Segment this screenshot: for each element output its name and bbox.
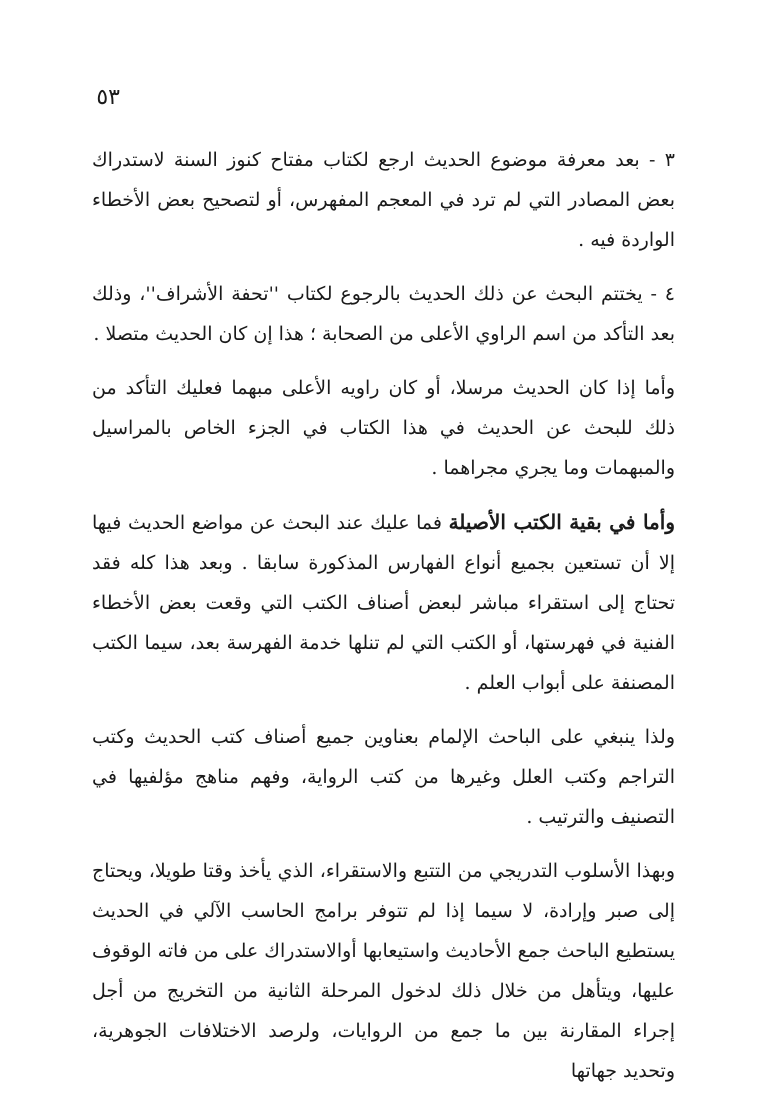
paragraph-text: ولذا ينبغي على الباحث الإلمام بعناوين جميع أصناف كتب الحديث وكتب التراجم وكتب العلل وغيرها من كتب الرواية، وفهم مناهج مؤلفيها في التصنيف والترتيب .	[92, 726, 675, 828]
paragraph-text: فما عليك عند البحث عن مواضع الحديث فيها إلا أن تستعين بجميع أنواع الفهارس المذكورة سابقا . وبعد هذا كله فقد تحتاج إلى استقراء مباشر لبعض أصناف الكتب التي وقعت بعض الأخطاء الفنية في فهرستها، أو الكتب التي لم تنلها خدمة الفهرسة بعد، سيما الكتب المصنفة على أبواب العلم .	[92, 512, 675, 694]
paragraph-text: وبهذا الأسلوب التدريجي من التتبع والاستقراء، الذي يأخذ وقتا طويلا، ويحتاج إلى صبر وإرادة، لا سيما إذا لم تتوفر برامج الحاسب الآلي في الحديث يستطيع الباحث جمع الأحاديث واستيعابها أوالاستدراك على من فاته الوقوف عليها، ويتأهل من خلال ذلك لدخول المرحلة الثانية من التخريج من أجل إجراء المقارنة بين ما جمع من الروايات، ولرصد الاختلافات الجوهرية، وتحديد جهاتها	[92, 860, 675, 1082]
paragraph-other-books	[92, 502, 675, 703]
paragraph-item-3	[92, 140, 675, 260]
page-number: ٥٣	[96, 85, 120, 110]
paragraph-mursal	[92, 368, 675, 488]
paragraph-text: وأما إذا كان الحديث مرسلا، أو كان راويه الأعلى مبهما فعليك التأكد من ذلك للبحث عن الحديث في هذا الكتاب في الجزء الخاص بالمراسيل والمبهمات وما يجري مجراهما .	[92, 377, 675, 479]
paragraph-text: ٣ - بعد معرفة موضوع الحديث ارجع لكتاب مفتاح كنوز السنة لاستدراك بعض المصادر التي لم ترد في المعجم المفهرس، أو لتصحيح بعض الأخطاء الواردة فيه .	[92, 149, 675, 251]
paragraph-text: ٤ - يختتم البحث عن ذلك الحديث بالرجوع لكتاب ''تحفة الأشراف''، وذلك بعد التأكد من اسم الراوي الأعلى من الصحابة ؛ هذا إن كان الحديث متصلا .	[92, 283, 675, 345]
paragraph-item-4	[92, 274, 675, 354]
paragraph-lead-heading: وأما في بقية الكتب الأصيلة	[448, 510, 675, 534]
paragraph-knowledge	[92, 717, 675, 837]
body-text	[92, 140, 675, 1105]
paragraph-method	[92, 851, 675, 1091]
